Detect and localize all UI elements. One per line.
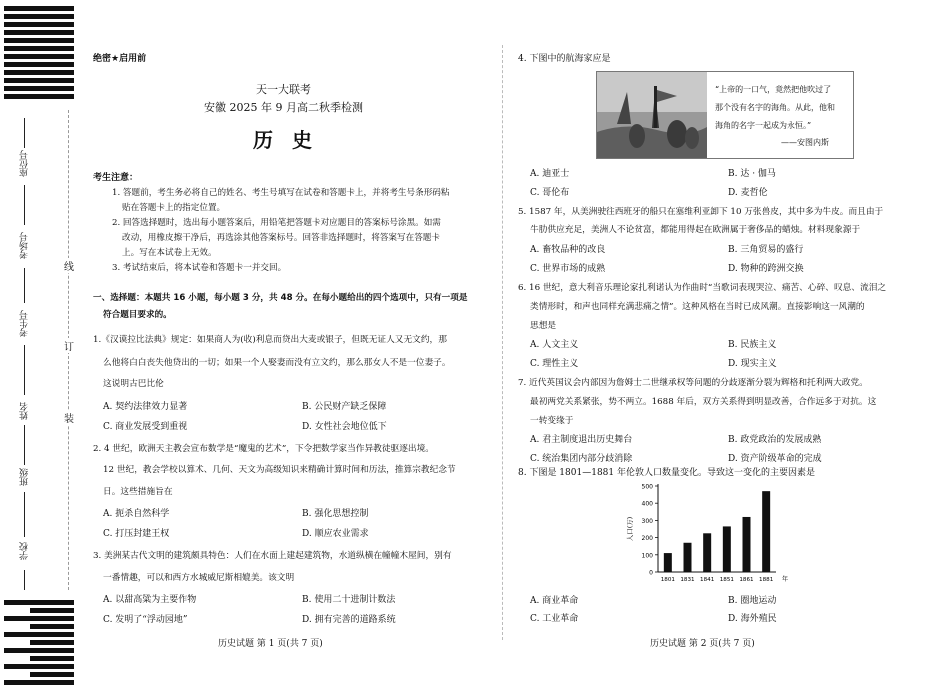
option-b[interactable]: B. 使用二十进制计数法 bbox=[302, 595, 396, 605]
y-tick-label: 500 bbox=[641, 483, 653, 491]
option-c[interactable]: C. 哥伦布 bbox=[530, 188, 570, 198]
option-a[interactable]: A. 人文主义 bbox=[530, 340, 579, 350]
question-stem: 么他将白白丧失他贷出的一切；如果一个人娶妻而没有立文约，那么那女人不是一位妻子。 bbox=[103, 358, 451, 368]
margin-stripe bbox=[4, 6, 74, 11]
margin-stripe bbox=[4, 22, 74, 27]
margin-stripe bbox=[4, 632, 74, 637]
column-divider bbox=[502, 45, 503, 640]
ship-painting-image bbox=[597, 72, 707, 158]
question-stem: 思想是 bbox=[530, 321, 557, 331]
question-stem: 一番情趣，可以和西方水城威尼斯相媲美。该文明 bbox=[103, 573, 295, 583]
bar-1841 bbox=[703, 533, 711, 572]
notice-line: 3. 考试结束后，将本试卷和答题卡一并交回。 bbox=[112, 263, 287, 273]
student-number-label: 考生号 bbox=[20, 310, 30, 337]
option-d[interactable]: D. 拥有完善的道路系统 bbox=[302, 615, 396, 625]
option-d[interactable]: D. 现实主义 bbox=[728, 359, 777, 369]
notice-line: 贴在答题卡上的指定位置。 bbox=[122, 203, 226, 213]
option-c[interactable]: C. 工业革命 bbox=[530, 614, 579, 624]
option-a[interactable]: A. 商业革命 bbox=[530, 596, 579, 606]
bar-1831 bbox=[684, 543, 692, 572]
y-tick-label: 400 bbox=[641, 500, 653, 508]
question-stem: 6. 16 世纪，意大利音乐理论家扎利诺认为作曲时“当歌词表现哭泣、痛苦、心碎、叹息、流泪之 bbox=[518, 283, 887, 293]
margin-stripe bbox=[4, 86, 74, 91]
margin-stripe bbox=[4, 70, 74, 75]
quote-line: 海角的名字一起成为永恒。” bbox=[715, 121, 812, 130]
x-axis-label: 年 bbox=[782, 576, 789, 583]
question-stem: 5. 1587 年，从美洲驶往西班牙的船只在塞维利亚卸下 10 万张兽皮，其中多为牛皮。而且由于 bbox=[518, 207, 884, 217]
margin-stripe bbox=[30, 624, 74, 629]
question-stem: 4. 下图中的航海家应是 bbox=[518, 54, 611, 64]
class-label: 班级 bbox=[20, 468, 30, 486]
y-tick-label: 200 bbox=[641, 535, 653, 543]
margin-stripe bbox=[4, 616, 74, 621]
binding-mark-line: 线 bbox=[64, 258, 74, 273]
question-stem: 最初两党关系紧张，势不两立。1688 年后，双方关系得到明显改善，合作远多于对抗。这 bbox=[530, 397, 877, 407]
margin-stripe bbox=[30, 656, 74, 661]
option-d[interactable]: D. 资产阶级革命的完成 bbox=[728, 454, 822, 464]
question-stem: 12 世纪，教会学校以算术、几何、天文为高级知识来精确计算时间和历法，推算宗教纪念节 bbox=[103, 465, 456, 475]
seat-number-label: 座位号 bbox=[20, 150, 30, 177]
section-heading: 一、选择题：本题共 16 小题，每小题 3 分，共 48 分。在每小题给出的四个选项中，只有一项是 bbox=[93, 293, 468, 303]
option-c[interactable]: C. 商业发展受到重视 bbox=[103, 422, 188, 432]
option-b[interactable]: B. 强化思想控制 bbox=[302, 509, 369, 519]
question-stem: 一转变缘于 bbox=[530, 416, 574, 426]
secret-label: 绝密★启用前 bbox=[93, 54, 147, 64]
margin-stripe bbox=[30, 640, 74, 645]
y-tick-label: 100 bbox=[641, 552, 653, 560]
question-stem: 牛肋供应充足，美洲人不论贫富，都能用得起在欧洲属于奢侈品的蜡烛。材料现象源于 bbox=[530, 225, 861, 235]
margin-stripe bbox=[4, 62, 74, 67]
margin-stripe bbox=[4, 600, 74, 605]
subject-title: 历 史 bbox=[253, 128, 318, 152]
margin-stripe bbox=[4, 648, 74, 653]
option-d[interactable]: D. 物种的跨洲交换 bbox=[728, 264, 804, 274]
y-tick-label: 300 bbox=[641, 517, 653, 525]
bar-1801 bbox=[664, 553, 672, 572]
option-b[interactable]: B. 民族主义 bbox=[728, 340, 777, 350]
margin-stripe bbox=[4, 30, 74, 35]
margin-stripe bbox=[4, 94, 74, 99]
question-stem: 7. 近代英国议会内部因为詹姆士二世继承权等问题的分歧逐渐分裂为辉格和托利两大政党。 bbox=[518, 378, 868, 388]
margin-stripe bbox=[4, 14, 74, 19]
option-b[interactable]: B. 达 · 伽马 bbox=[728, 169, 776, 179]
notice-line: 上。写在本试卷上无效。 bbox=[122, 248, 217, 258]
margin-stripe bbox=[4, 46, 74, 51]
binding-mark-bind: 装 bbox=[64, 410, 74, 425]
option-a[interactable]: A. 君主制度退出历史舞台 bbox=[530, 435, 633, 445]
question-stem: 8. 下图是 1801—1881 年伦敦人口数量变化。导致这一变化的主要因素是 bbox=[518, 468, 815, 478]
option-a[interactable]: A. 以甜高粱为主要作物 bbox=[103, 595, 197, 605]
margin-stripe bbox=[4, 680, 74, 685]
margin-stripe bbox=[30, 672, 74, 677]
notice-line: 改动，用橡皮擦干净后，再选涂其他答案标号。回答非选择题时，将答案写在答题卡 bbox=[122, 233, 440, 243]
binding-mark-staple: 订 bbox=[64, 338, 74, 353]
quote-author: ——安图内斯 bbox=[781, 138, 829, 147]
question-stem: 这说明古巴比伦 bbox=[103, 379, 164, 389]
margin-stripe bbox=[30, 608, 74, 613]
option-a[interactable]: A. 契约法律效力显著 bbox=[103, 402, 188, 412]
school-label: 学校 bbox=[20, 542, 30, 560]
notice-line: 2. 回答选择题时，选出每小题答案后，用铅笔把答题卡对应题目的答案标号涂黑。如需 bbox=[112, 218, 441, 228]
option-a[interactable]: A. 畜牧品种的改良 bbox=[530, 245, 606, 255]
option-b[interactable]: B. 圈地运动 bbox=[728, 596, 777, 606]
margin-stripe bbox=[4, 78, 74, 83]
question-stem: 2. 4 世纪，欧洲天主教会宣布数学是“魔鬼的艺术”，下令把数学家当作异教徒驱逐出境。 bbox=[93, 444, 434, 454]
option-b[interactable]: B. 三角贸易的盛行 bbox=[728, 245, 804, 255]
name-label: 姓名 bbox=[20, 402, 30, 420]
exam-title: 安徽 2025 年 9 月高二秋季检测 bbox=[204, 101, 363, 114]
question-stem: 类情形时，和声也同样充满悲痛之情”。这种风格在当时已成风潮。直接影响这一风潮的 bbox=[530, 302, 865, 312]
x-tick-label: 1831 bbox=[680, 577, 695, 583]
exam-org: 天一大联考 bbox=[256, 83, 311, 96]
page-footer-right: 历史试题 第 2 页(共 7 页) bbox=[650, 639, 755, 649]
margin-stripe bbox=[4, 54, 74, 59]
section-heading-cont: 符合题目要求的。 bbox=[103, 310, 172, 320]
option-c[interactable]: C. 世界市场的成熟 bbox=[530, 264, 606, 274]
notice-line: 1. 答题前，考生务必将自己的姓名、考生号填写在试卷和答题卡上，并将考生号条形码粘 bbox=[112, 188, 450, 198]
option-b[interactable]: B. 政党政治的发展成熟 bbox=[728, 435, 822, 445]
exam-room-label: 考场号 bbox=[20, 232, 30, 259]
margin-stripe bbox=[4, 38, 74, 43]
x-tick-label: 1801 bbox=[660, 577, 675, 583]
notice-title: 考生注意： bbox=[93, 173, 139, 183]
bar-1851 bbox=[723, 526, 731, 572]
margin-stripe bbox=[4, 664, 74, 669]
x-tick-label: 1861 bbox=[739, 577, 754, 583]
option-d[interactable]: D. 顺应农业需求 bbox=[302, 529, 369, 539]
question-stem: 1.《汉谟拉比法典》规定：如果商人为(收)利息而贷出大麦或银子，但既无证人又无文约，那 bbox=[93, 335, 447, 345]
quote-line: 那个没有名字的海角。从此，他和 bbox=[715, 103, 835, 112]
option-c[interactable]: C. 发明了“浮动园地” bbox=[103, 615, 188, 625]
page-footer-left: 历史试题 第 1 页(共 7 页) bbox=[218, 639, 323, 649]
bar-1861 bbox=[743, 517, 751, 572]
option-c[interactable]: C. 理性主义 bbox=[530, 359, 579, 369]
option-a[interactable]: A. 扼杀自然科学 bbox=[103, 509, 170, 519]
x-tick-label: 1851 bbox=[719, 577, 734, 583]
option-d[interactable]: D. 海外殖民 bbox=[728, 614, 777, 624]
population-bar-chart bbox=[620, 480, 790, 592]
y-axis-label: 人口(万) bbox=[626, 516, 634, 542]
x-tick-label: 1841 bbox=[700, 577, 715, 583]
navigator-illustration bbox=[596, 71, 854, 159]
x-tick-label: 1881 bbox=[759, 577, 774, 583]
y-tick-label: 0 bbox=[649, 569, 653, 577]
bar-1881 bbox=[762, 491, 770, 572]
option-d[interactable]: D. 麦哲伦 bbox=[728, 188, 768, 198]
question-stem: 3. 美洲某古代文明的建筑颇具特色：人们在水面上建起建筑物，水道纵横在幢幢木屋间，别有 bbox=[93, 551, 452, 561]
option-a[interactable]: A. 迪亚士 bbox=[530, 169, 570, 179]
question-stem: 日。这些措施旨在 bbox=[103, 487, 173, 497]
option-c[interactable]: C. 统治集团内部分歧消除 bbox=[530, 454, 633, 464]
quote-line: “上帝的一口气，竟然把他吹过了 bbox=[715, 85, 832, 94]
option-d[interactable]: D. 女性社会地位低下 bbox=[302, 422, 387, 432]
option-b[interactable]: B. 公民财产缺乏保障 bbox=[302, 402, 387, 412]
option-c[interactable]: C. 打压封建王权 bbox=[103, 529, 170, 539]
